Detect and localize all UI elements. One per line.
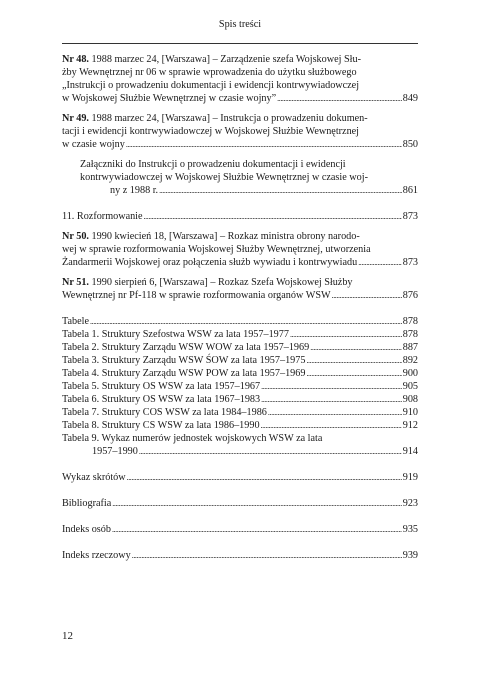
entry-number: Nr 49. — [62, 113, 89, 124]
toc-entry-tables[interactable] — [62, 315, 418, 328]
page-ref: 861 — [402, 185, 418, 196]
page-ref: 935 — [402, 524, 418, 535]
page-ref: 914 — [402, 446, 418, 457]
entry-number: Nr 48. — [62, 54, 89, 65]
toc-entry-table[interactable] — [62, 406, 418, 419]
table-title: Tabela 9. Wykaz numerów jednostek wojskowych WSW za lata — [62, 433, 323, 444]
toc-entry-abbreviations[interactable] — [62, 471, 418, 484]
dot-leader — [290, 328, 402, 341]
page-ref: 912 — [402, 420, 418, 431]
dot-leader — [358, 256, 402, 269]
page-number: 12 — [62, 630, 73, 642]
toc-entry-nr-51[interactable] — [62, 276, 418, 302]
entry-text-line: 1990 kwiecień 18, [Warszawa] – Rozkaz ministra obrony narodo- — [91, 231, 360, 242]
tables-list — [62, 328, 418, 458]
page-ref: 873 — [402, 211, 418, 222]
section-title: Tabele — [62, 316, 89, 327]
page-ref: 873 — [402, 257, 418, 268]
table-title: Tabela 1. Struktury Szefostwa WSW za lata 1957–1977 — [62, 329, 289, 340]
page-ref: 849 — [402, 93, 418, 104]
toc-entry-table[interactable] — [62, 341, 418, 354]
entry-text-line: wej w sprawie rozformowania Wojskowej Służby Wewnętrznej, utworzenia — [62, 244, 371, 255]
page-ref: 939 — [402, 550, 418, 561]
section-title: Wykaz skrótów — [62, 472, 126, 483]
dot-leader — [268, 406, 402, 419]
page-ref: 887 — [402, 342, 418, 353]
toc-entry-bibliography[interactable] — [62, 497, 418, 510]
section-title: Indeks osób — [62, 524, 111, 535]
entry-text-line: kontrwywiadowczej w Wojskowej Służbie Wewnętrznej w czasie woj- — [80, 172, 368, 183]
toc-entry-index-persons[interactable] — [62, 523, 418, 536]
entry-text-line: ny z 1988 r. — [110, 185, 159, 196]
table-title: Tabela 6. Struktury OS WSW za lata 1967–1983 — [62, 394, 261, 405]
section-title: Indeks rzeczowy — [62, 550, 131, 561]
page-ref: 905 — [402, 381, 418, 392]
dot-leader — [332, 289, 402, 302]
table-title: Tabela 7. Struktury COS WSW za lata 1984–1986 — [62, 407, 267, 418]
table-of-contents — [62, 53, 418, 562]
dot-leader — [261, 380, 402, 393]
entry-number: Nr 51. — [62, 277, 89, 288]
table-title: Tabela 5. Struktury OS WSW za lata 1957–1967 — [62, 381, 261, 392]
table-title: Tabela 2. Struktury Zarządu WSW WOW za lata 1957–1969 — [62, 342, 310, 353]
entry-text-line: w Wojskowej Służbie Wewnętrznej w czasie wojny” — [62, 93, 277, 104]
toc-entry-table[interactable] — [62, 328, 418, 341]
entry-text-line: 1990 sierpień 6, [Warszawa] – Rozkaz Szefa Wojskowej Służby — [91, 277, 353, 288]
page-ref: 908 — [402, 394, 418, 405]
toc-entry-table[interactable] — [62, 367, 418, 380]
dot-leader — [132, 549, 402, 562]
dot-leader — [310, 341, 402, 354]
toc-entry-nr-50[interactable] — [62, 230, 418, 269]
entry-text-line: tacji i ewidencji kontrwywiadowczej w Wojskowej Służbie Wewnętrznej — [62, 126, 360, 137]
entry-text-line: w czasie wojny — [62, 139, 125, 150]
entry-text-line: „Instrukcji o prowadzeniu dokumentacji i ewidencji kontrwywiadowczej — [62, 80, 360, 91]
header-rule — [62, 43, 418, 44]
table-title: 1957–1990 — [92, 446, 138, 457]
dot-leader — [90, 315, 402, 328]
toc-entry-nr-48[interactable] — [62, 53, 418, 105]
dot-leader — [306, 367, 401, 380]
page-ref: 878 — [402, 316, 418, 327]
toc-entry-attachments[interactable] — [62, 158, 418, 197]
toc-entry-index-subjects[interactable] — [62, 549, 418, 562]
page-ref: 919 — [402, 472, 418, 483]
dot-leader — [261, 393, 402, 406]
entry-number: Nr 50. — [62, 231, 89, 242]
chapter-title: 11. Rozformowanie — [62, 211, 143, 222]
entry-text-line: Wewnętrznej nr Pf-118 w sprawie rozformowania organów WSW — [62, 290, 331, 301]
toc-entry-chapter-11[interactable] — [62, 210, 418, 223]
dot-leader — [306, 354, 401, 367]
toc-entry-table[interactable] — [62, 419, 418, 432]
dot-leader — [261, 419, 402, 432]
page-ref: 850 — [402, 139, 418, 150]
section-title: Bibliografia — [62, 498, 112, 509]
dot-leader — [126, 138, 402, 151]
entry-text-line: 1988 marzec 24, [Warszawa] – Zarządzenie szefa Wojskowej Słu- — [91, 54, 361, 65]
table-title: Tabela 4. Struktury Zarządu WSW POW za lata 1957–1969 — [62, 368, 306, 379]
toc-entry-table[interactable] — [62, 380, 418, 393]
toc-entry-table[interactable] — [62, 393, 418, 406]
page-ref: 900 — [402, 368, 418, 379]
toc-entry-nr-49[interactable] — [62, 112, 418, 151]
page-ref: 923 — [402, 498, 418, 509]
toc-entry-table-9[interactable] — [62, 432, 418, 458]
dot-leader — [159, 184, 402, 197]
page-ref: 876 — [402, 290, 418, 301]
page-ref: 892 — [402, 355, 418, 366]
page-ref: 910 — [402, 407, 418, 418]
entry-text-line: Żandarmerii Wojskowej oraz połączenia służb wywiadu i kontrwywiadu — [62, 257, 358, 268]
dot-leader — [112, 497, 401, 510]
table-title: Tabela 3. Struktury Zarządu WSW ŚOW za lata 1957–1975 — [62, 355, 306, 366]
dot-leader — [127, 471, 402, 484]
toc-entry-table[interactable] — [62, 354, 418, 367]
page-ref: 878 — [402, 329, 418, 340]
entry-text-line: Załączniki do Instrukcji o prowadzeniu dokumentacji i ewidencji — [80, 159, 346, 170]
dot-leader — [139, 445, 402, 458]
dot-leader — [112, 523, 402, 536]
entry-text-line: 1988 marzec 24, [Warszawa] – Instrukcja o prowadzeniu dokumen- — [91, 113, 368, 124]
running-header: Spis treści — [218, 19, 262, 30]
dot-leader — [277, 92, 402, 105]
table-title: Tabela 8. Struktury CS WSW za lata 1986–1990 — [62, 420, 260, 431]
entry-text-line: żby Wewnętrznej nr 06 w sprawie wprowadzenia do użytku służbowego — [62, 67, 357, 78]
dot-leader — [144, 210, 402, 223]
